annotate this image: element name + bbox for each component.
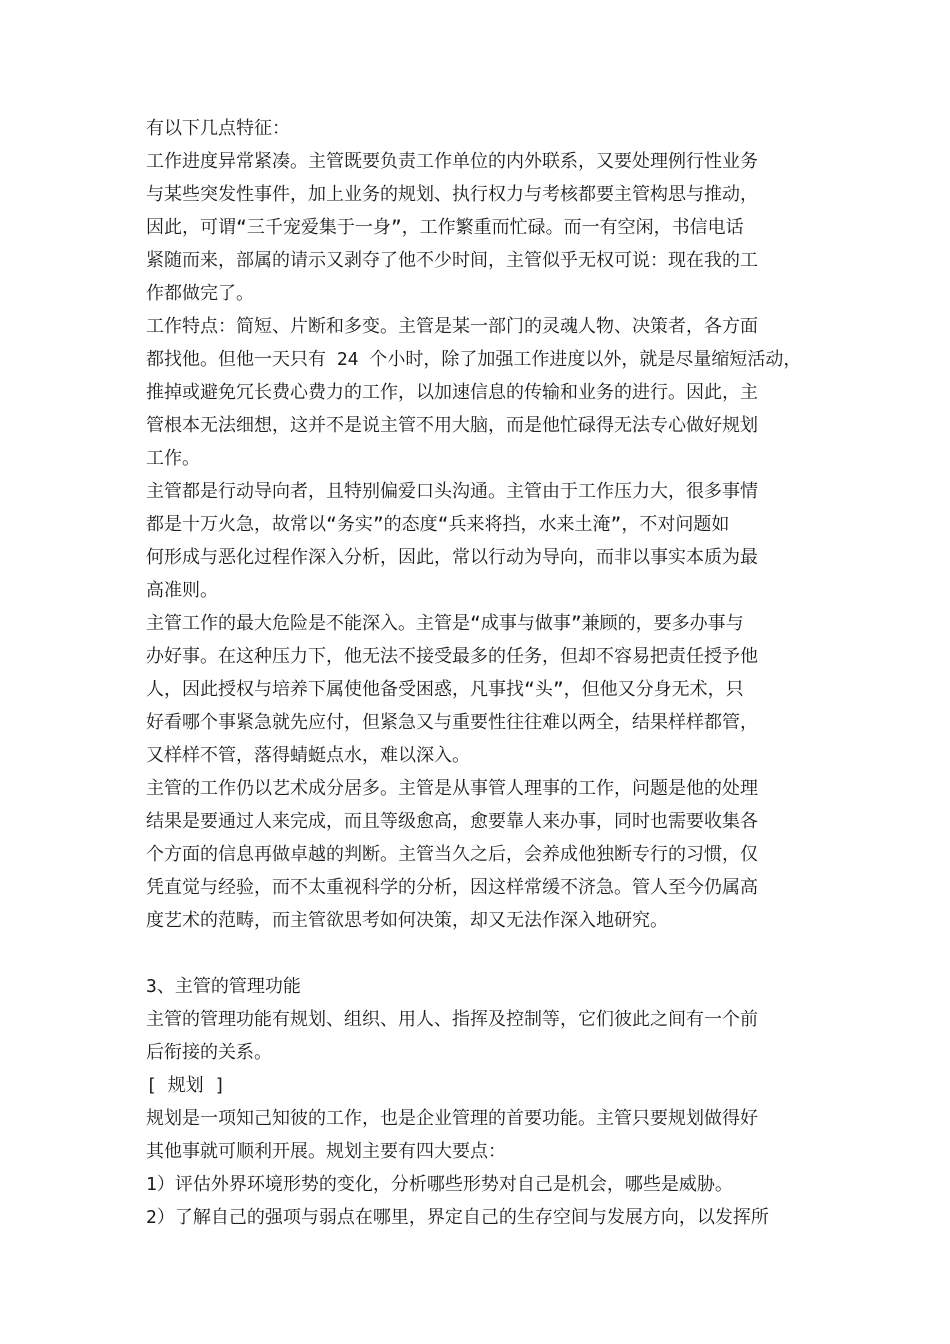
text-line: 都是十万火急，故常以“务实”的态度“兵来将挡，水来土淹”，不对问题如 — [146, 514, 730, 535]
text-line: 工作特点：简短、片断和多变。主管是某一部门的灵魂人物、决策者，各方面 — [146, 316, 758, 337]
text-line: 有以下几点特征： — [146, 118, 290, 139]
text-line: 主管的工作仍以艺术成分居多。主管是从事管人理事的工作，问题是他的处理 — [146, 778, 758, 799]
text-line: 因此，可谓“三千宠爱集于一身”，工作繁重而忙碌。而一有空闲，书信电话 — [146, 217, 744, 238]
text-line: 凭直觉与经验，而不太重视科学的分析，因这样常缓不济急。管人至今仍属高 — [146, 877, 758, 898]
text-line: 何形成与恶化过程作深入分析，因此，常以行动为导向，而非以事实本质为最 — [146, 547, 758, 568]
text-line: 工作。 — [146, 448, 200, 469]
text-line: 其他事就可顺利开展。规划主要有四大要点： — [146, 1141, 506, 1162]
section-heading: 3、主管的管理功能 — [146, 976, 301, 997]
text-line: 又样样不管，落得蜻蜓点水，难以深入。 — [146, 745, 470, 766]
text-line: 主管的管理功能有规划、组织、用人、指挥及控制等，它们彼此之间有一个前 — [146, 1009, 758, 1030]
list-item: 2）了解自己的强项与弱点在哪里，界定自己的生存空间与发展方向，以发挥所 — [146, 1207, 769, 1228]
text-line: 后衔接的关系。 — [146, 1042, 272, 1063]
text-line: 个方面的信息再做卓越的判断。主管当久之后，会养成他独断专行的习惯，仅 — [146, 844, 758, 865]
text-line: 紧随而来，部属的请示又剥夺了他不少时间，主管似乎无权可说：现在我的工 — [146, 250, 758, 271]
text-line: 主管工作的最大危险是不能深入。主管是“成事与做事”兼顾的，要多办事与 — [146, 613, 744, 634]
text-line: 作都做完了。 — [146, 283, 254, 304]
text-line: 度艺术的范畴，而主管欲思考如何决策，却又无法作深入地研究。 — [146, 910, 668, 931]
text-line: 结果是要通过人来完成，而且等级愈高，愈要靠人来办事，同时也需要收集各 — [146, 811, 758, 832]
text-line: 工作进度异常紧凑。主管既要负责工作单位的内外联系，又要处理例行性业务 — [146, 151, 758, 172]
text-line: 高准则。 — [146, 580, 218, 601]
text-line: 管根本无法细想，这并不是说主管不用大脑，而是他忙碌得无法专心做好规划 — [146, 415, 758, 436]
text-line: 办好事。在这种压力下，他无法不接受最多的任务，但却不容易把责任授予他 — [146, 646, 758, 667]
text-line: 推掉或避免冗长费心费力的工作，以加速信息的传输和业务的进行。因此，主 — [146, 382, 758, 403]
text-line: 人，因此授权与培养下属使他备受困惑，凡事找“头”，但他又分身无术，只 — [146, 679, 744, 700]
text-line: 与某些突发性事件，加上业务的规划、执行权力与考核都要主管构思与推动， — [146, 184, 758, 205]
list-item: 1）评估外界环境形势的变化，分析哪些形势对自己是机会，哪些是威胁。 — [146, 1174, 733, 1195]
text-line: 好看哪个事紧急就先应付，但紧急又与重要性往往难以两全，结果样样都管， — [146, 712, 758, 733]
text-line: 规划是一项知己知彼的工作，也是企业管理的首要功能。主管只要规划做得好 — [146, 1108, 758, 1129]
text-line: 都找他。但他一天只有 24 个小时，除了加强工作进度以外，就是尽量缩短活动， — [146, 349, 802, 370]
subsection-heading: [ 规划 ] — [146, 1075, 226, 1096]
text-line: 主管都是行动导向者，且特别偏爱口头沟通。主管由于工作压力大，很多事情 — [146, 481, 758, 502]
